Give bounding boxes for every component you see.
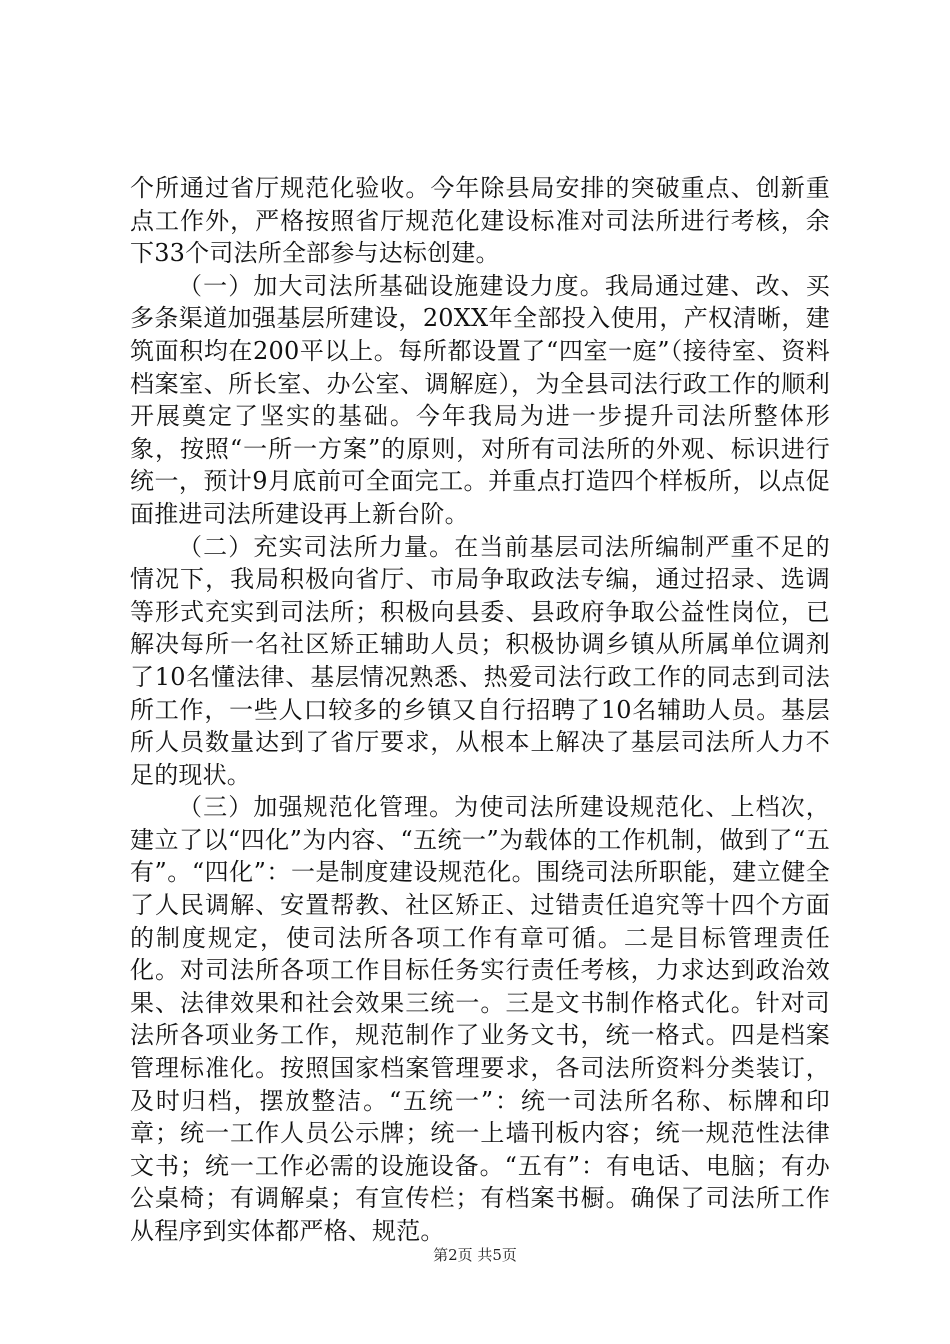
page-number-footer: 第2页 共5页 [433, 1246, 517, 1264]
paragraph-staffing: （二）充实司法所力量。在当前基层司法所编制严重不足的情况下，我局积极向省厅、市局争取政法专编，通过招录、选调等形式充实到司法所；积极向县委、县政府争取公益性岗位，已解决每所一名社区矫正辅助人员；积极协调乡镇从所属单位调剂了10名懂法律、基层情况熟悉、热爱司法行政工作的同志到司法所工作，一些人口较多的乡镇又自行招聘了10名辅助人员。基层所人员数量达到了省厅要求，从根本上解决了基层司法所人力不足的现状。 [130, 532, 830, 789]
paragraph-infrastructure: （一）加大司法所基础设施建设力度。我局通过建、改、买多条渠道加强基层所建设，20XX年全部投入使用，产权清晰，建筑面积均在200平以上。每所都设置了“四室一庭”（接待室、资料档案室、所长室、办公室、调解庭），为全县司法行政工作的顺利开展奠定了坚实的基础。今年我局为进一步提升司法所整体形象，按照“一所一方案”的原则，对所有司法所的外观、标识进行统一，预计9月底前可全面完工。并重点打造四个样板所，以点促面推进司法所建设再上新台阶。 [130, 271, 830, 528]
document-body [130, 172, 830, 1248]
paragraph-standardization: （三）加强规范化管理。为使司法所建设规范化、上档次，建立了以“四化”为内容、“五统一”为载体的工作机制，做到了“五有”。“四化”：一是制度建设规范化。围绕司法所职能，建立健全了人民调解、安置帮教、社区矫正、过错责任追究等十四个方面的制度规定，使司法所各项工作有章可循。二是目标管理责任化。对司法所各项工作目标任务实行责任考核，力求达到政治效果、法律效果和社会效果三统一。三是文书制作格式化。针对司法所各项业务工作，规范制作了业务文书，统一格式。四是档案管理标准化。按照国家档案管理要求，各司法所资料分类装订，及时归档，摆放整洁。“五统一”：统一司法所名称、标牌和印章；统一工作人员公示牌；统一上墙刊板内容；统一规范性法律文书；统一工作必需的设施设备。“五有”：有电话、电脑；有办公桌椅；有调解桌；有宣传栏；有档案书橱。确保了司法所工作从程序到实体都严格、规范。 [130, 793, 830, 1245]
paragraph-continuation: 个所通过省厅规范化验收。今年除县局安排的突破重点、创新重点工作外，严格按照省厅规范化建设标准对司法所进行考核，余下33个司法所全部参与达标创建。 [130, 174, 830, 268]
